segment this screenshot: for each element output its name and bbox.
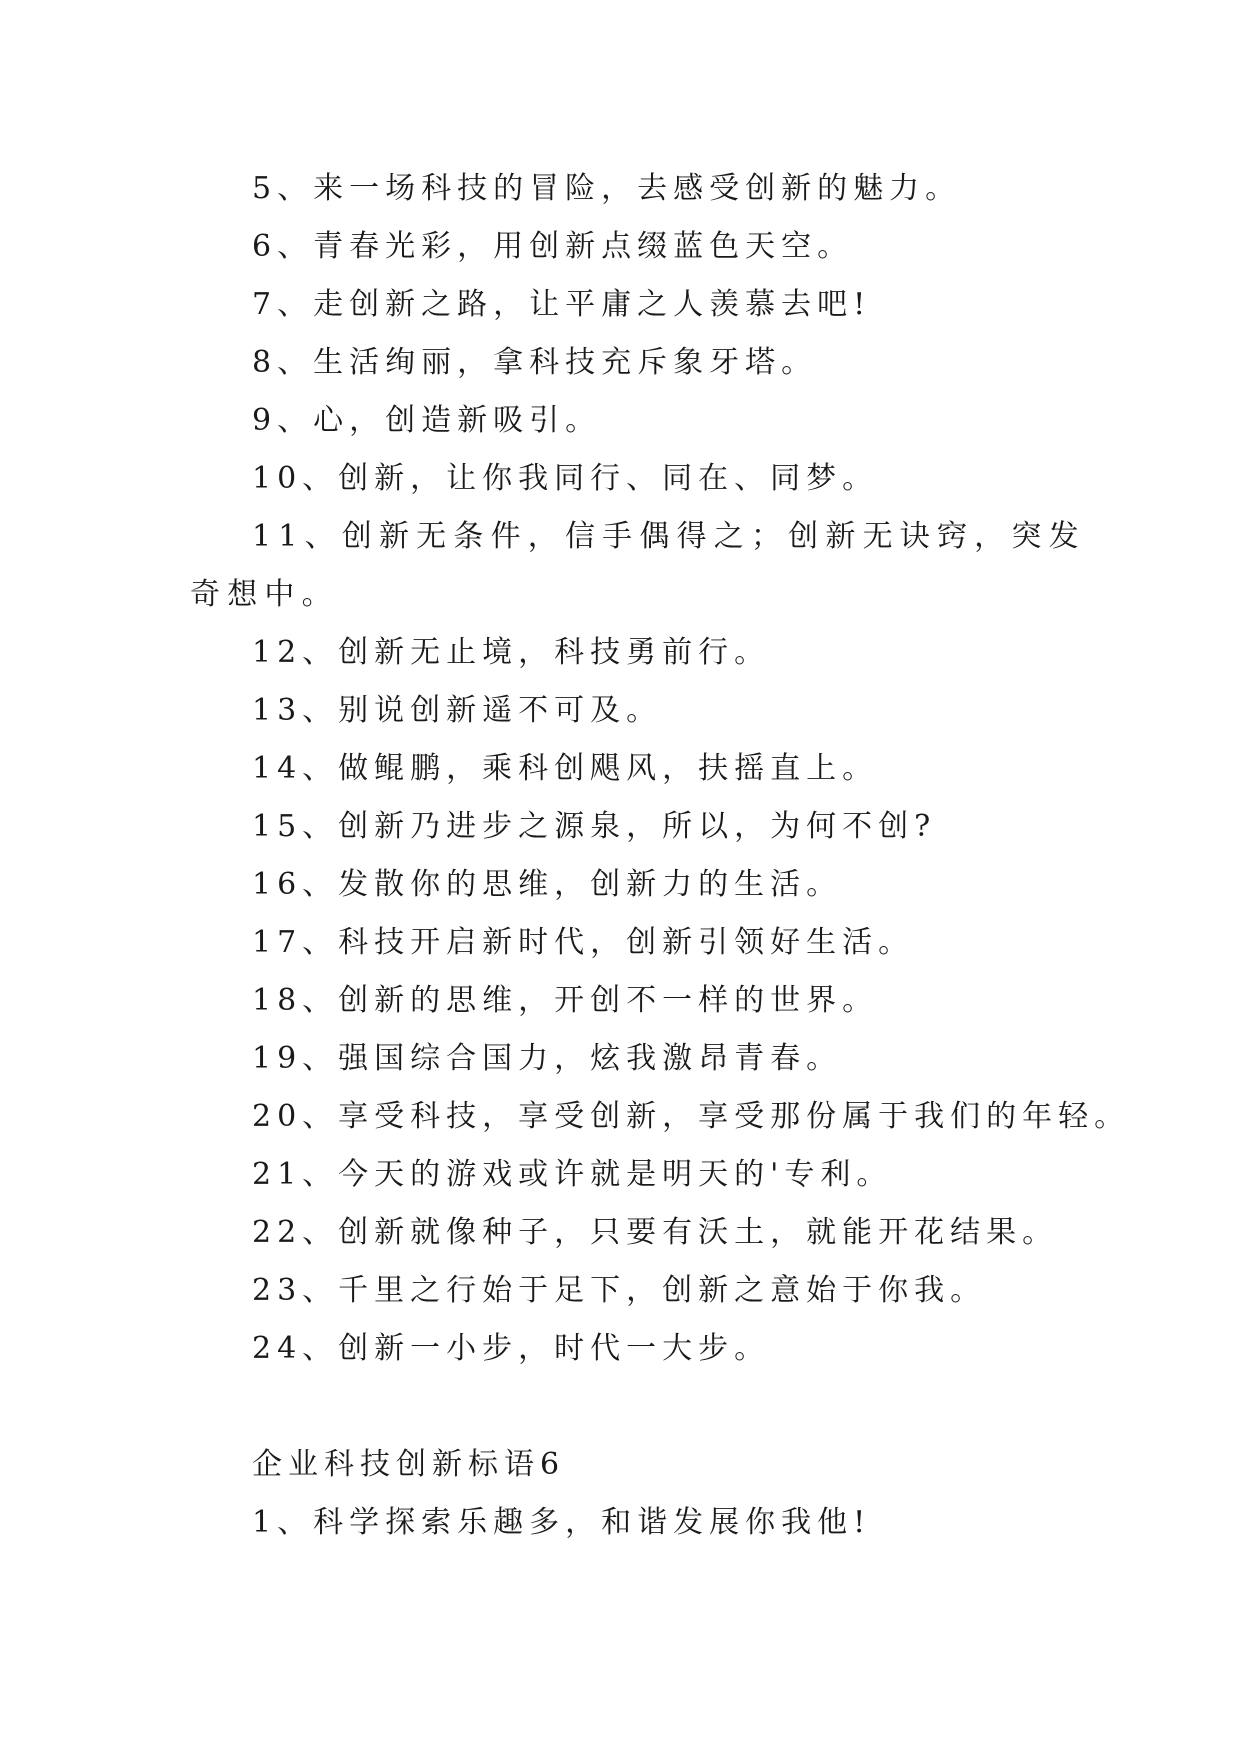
slogan-line: 14、做鲲鹏，乘科创飓风，扶摇直上。 — [252, 751, 879, 786]
slogan-line: 9、心，创造新吸引。 — [252, 403, 602, 438]
slogan-line: 20、享受科技，享受创新，享受那份属于我们的年轻。 — [252, 1099, 1131, 1134]
slogan-line: 23、千里之行始于足下，创新之意始于你我。 — [252, 1273, 987, 1308]
slogan-line: 18、创新的思维，开创不一样的世界。 — [252, 983, 879, 1018]
slogan-line: 10、创新，让你我同行、同在、同梦。 — [252, 461, 879, 496]
section-heading: 企业科技创新标语6 — [252, 1447, 566, 1482]
paragraph-gap — [190, 1378, 1090, 1436]
slogan-line: 8、生活绚丽，拿科技充斥象牙塔。 — [252, 345, 818, 380]
slogan-line: 7、走创新之路，让平庸之人羡慕去吧! — [252, 287, 872, 322]
slogan-line: 5、来一场科技的冒险，去感受创新的魅力。 — [252, 171, 962, 206]
slogan-line: 17、科技开启新时代，创新引领好生活。 — [252, 925, 915, 960]
slogan-line: 19、强国综合国力，炫我激昂青春。 — [252, 1041, 843, 1076]
slogan-line: 13、别说创新遥不可及。 — [252, 693, 663, 728]
slogan-line: 11、创新无条件，信手偶得之；创新无诀窍，突发奇想中。 — [190, 519, 1086, 612]
slogan-line: 21、今天的游戏或许就是明天的'专利。 — [252, 1157, 893, 1192]
slogan-line: 22、创新就像种子，只要有沃土，就能开花结果。 — [252, 1215, 1059, 1250]
slogan-line: 1、科学探索乐趣多，和谐发展你我他! — [252, 1505, 872, 1540]
slogan-line: 6、青春光彩，用创新点缀蓝色天空。 — [252, 229, 854, 264]
slogan-line: 16、发散你的思维，创新力的生活。 — [252, 867, 843, 902]
slogan-line: 15、创新乃进步之源泉，所以，为何不创? — [252, 809, 937, 844]
slogan-line: 12、创新无止境，科技勇前行。 — [252, 635, 771, 670]
document-body — [190, 160, 1131, 1552]
slogan-line: 24、创新一小步，时代一大步。 — [252, 1331, 771, 1366]
